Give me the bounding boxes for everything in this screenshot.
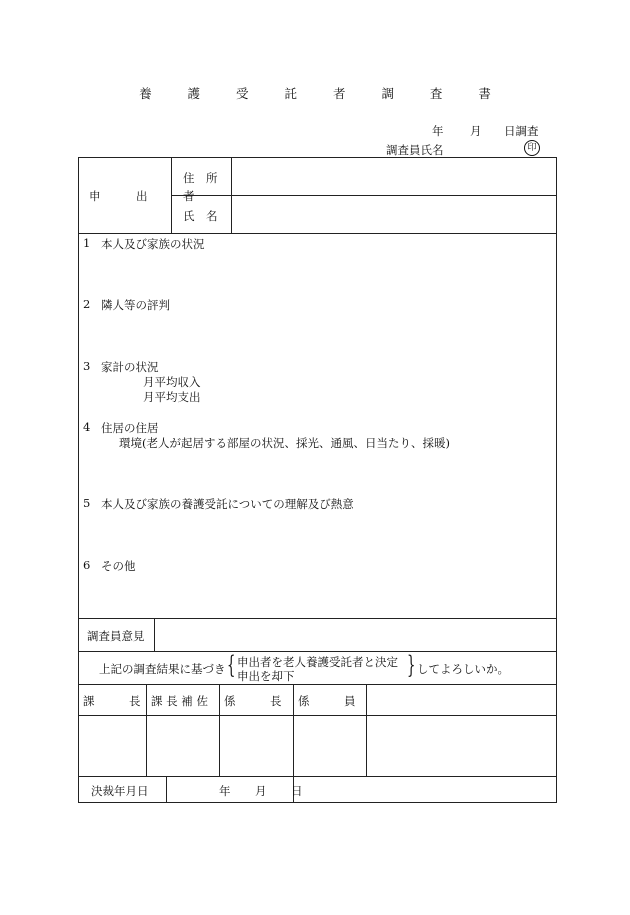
address-field[interactable] [235,160,553,193]
section-number: 2 [83,297,91,311]
stamp-box-staff[interactable] [296,718,364,774]
decision-date-year: 年 [219,784,231,798]
approval-header-section-chief: 課 長 [83,694,141,708]
section-title: 家計の状況 [101,360,159,374]
section-title: その他 [101,559,136,573]
date-year-label: 年 [432,124,444,138]
environment-label: 環境(老人が起居する部屋の状況、採光、通風、日当たり、採暖) [119,436,450,450]
decision-prefix: 上記の調査結果に基づき [99,662,226,676]
approval-header-subsection-chief: 係 長 [224,694,282,708]
name-label: 氏 名 [183,209,218,223]
date-month-label: 月 [470,124,482,138]
section-number: 5 [83,496,91,510]
document-title: 養 護 受 託 者 調 査 書 [139,86,507,101]
decision-date-day: 日 [291,784,303,798]
investigator-name-label: 調査員氏名 [386,143,444,157]
decision-option-approve[interactable]: 申出者を老人養護受託者と決定 [237,655,398,669]
seal-mark: 印 [524,140,540,156]
section-title: 本人及び家族の状況 [101,237,205,251]
section-number: 6 [83,558,91,572]
section-number: 4 [83,420,91,434]
section-title: 本人及び家族の養護受託についての理解及び熱意 [101,497,354,511]
name-field[interactable] [235,198,553,231]
decision-date-month: 月 [255,784,267,798]
stamp-box-assistant-chief[interactable] [149,718,217,774]
decision-date-label: 決裁年月日 [91,784,149,798]
survey-form [78,157,557,803]
address-label: 住 所 [183,171,218,185]
section-title: 住居の住居 [101,421,159,435]
monthly-income-label: 月平均収入 [143,375,201,389]
right-brace: } [407,651,416,679]
date-day-survey-label: 日調査 [504,124,539,138]
decision-option-reject[interactable]: 申出を却下 [237,669,295,683]
approval-header-staff: 係 員 [298,694,356,708]
decision-suffix: してよろしいか。 [417,662,509,676]
stamp-box-section-chief[interactable] [81,718,144,774]
section-number: 1 [83,236,91,250]
left-brace: { [227,651,236,679]
stamp-box-subsection-chief[interactable] [222,718,291,774]
section-title: 隣人等の評判 [101,298,170,312]
applicant-label: 申 出 者 [89,189,207,203]
monthly-expense-label: 月平均支出 [143,390,201,404]
investigator-opinion-label: 調査員意見 [87,629,145,643]
approval-header-assistant-chief: 課 長 補 佐 [151,694,208,708]
section-number: 3 [83,359,91,373]
opinion-field[interactable] [157,621,553,649]
